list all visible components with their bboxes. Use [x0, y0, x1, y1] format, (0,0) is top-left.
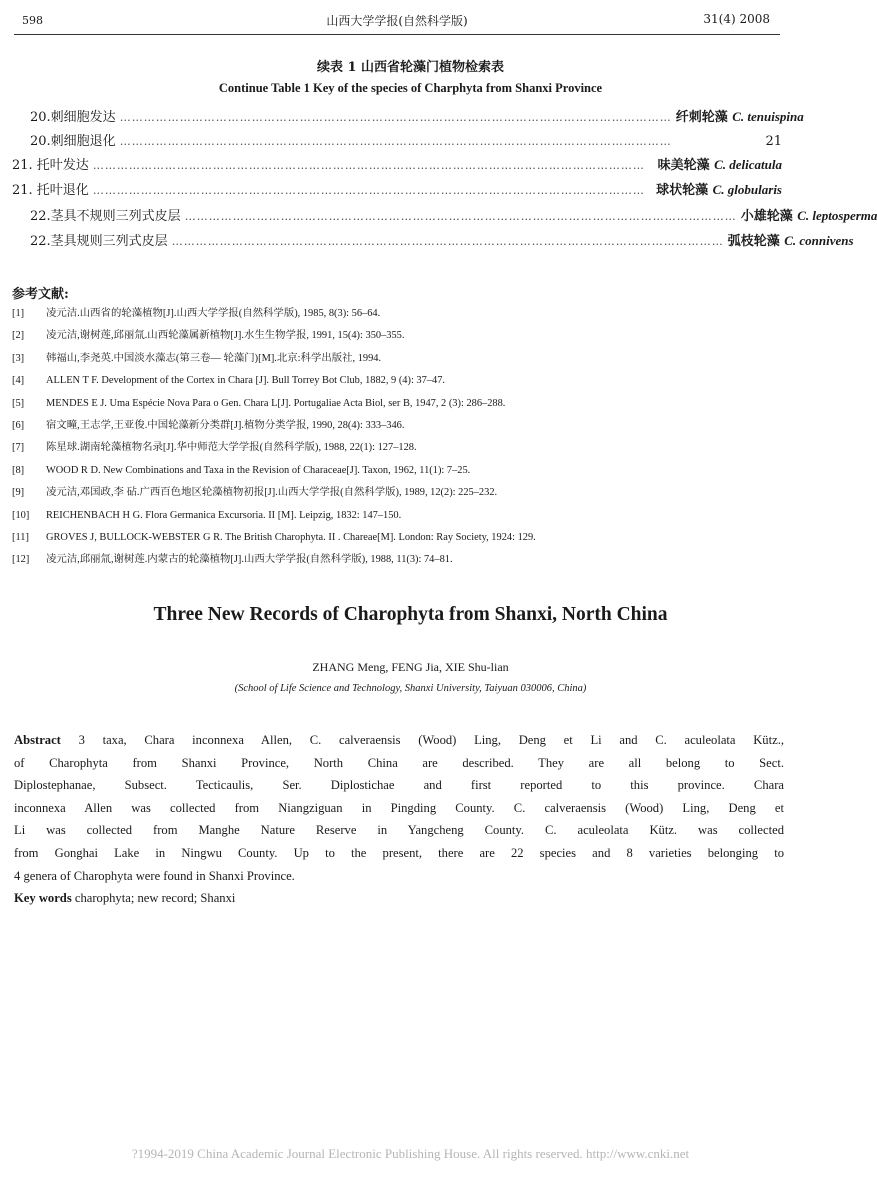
leader-dots: ………………………………………………………………………………………………………………………… [119, 111, 672, 124]
abstract-line: 4 genera of Charophyta were found in Shanxi Province. [14, 868, 295, 883]
reference-item: [5] MENDES E J. Uma Espécie Nova Para o Gen. Chara L[J]. Portugaliae Acta Biol, ser B, 1947, 2 (3): 286–288. [12, 397, 506, 409]
volume-issue: 31(4) 2008 [703, 12, 770, 26]
leader-dots: ………………………………………………………………………………………………………………………… [92, 184, 645, 197]
leader-dots: ………………………………………………………………………………………………………………………… [171, 235, 724, 248]
abstract-line: Li was collected from Manghe Nature Reserve in Yangcheng County. C. aculeolata Kütz. was collected [14, 823, 784, 838]
key-lead: 21. 托叶退化 [12, 183, 89, 198]
key-result: 纤刺轮藻 C. tenuispina [675, 109, 804, 125]
reference-item: [6] 宿文疃,王志学,王亚俊.中国轮藻新分类群[J].植物分类学报, 1990, 28(4): 333–346. [12, 419, 405, 431]
abstract-line: of Charophyta from Shanxi Province, North China are described. They are all belong to Sect. [14, 755, 784, 770]
references-list [12, 303, 792, 572]
leader-dots: ………………………………………………………………………………………………………………………… [119, 135, 672, 148]
leader-dots: ………………………………………………………………………………………………………………………… [184, 210, 737, 223]
abstract-label: Abstract [14, 733, 61, 747]
page-header [14, 10, 780, 32]
keywords-text: charophyta; new record; Shanxi [74, 891, 236, 906]
keywords-label: Key words [14, 891, 72, 906]
reference-item: [11] GROVES J, BULLOCK-WEBSTER G R. The British Charophyta. II . Chareae[M]. London: Ray Society, 1924: 129. [12, 531, 536, 543]
article-authors: ZHANG Meng, FENG Jia, XIE Shu-lian [312, 660, 509, 674]
abstract-line: from Gonghai Lake in Ningwu County. Up to the present, there are 22 species and 8 varieties belonging to [14, 845, 784, 860]
reference-item: [1] 凌元洁.山西省的轮藻植物[J].山西大学学报(自然科学版), 1985, 8(3): 56–64. [12, 308, 381, 319]
key-result: 味美轮藻 C. delicatula [657, 157, 782, 173]
table-caption-en: Continue Table 1 Key of the species of Charphyta from Shanxi Province [218, 81, 603, 95]
journal-title: 山西大学学报(自然科学版) [326, 14, 468, 28]
page-number: 598 [22, 14, 43, 27]
reference-item: [9] 凌元洁,邓国政,李 砧.广西百色地区轮藻植物初报[J].山西大学学报(自然科学版), 1989, 12(2): 225–232. [12, 487, 498, 499]
key-result: 21 [765, 134, 782, 149]
keywords-line [14, 887, 784, 909]
abstract-line: Diplostephanae, Subsect. Tecticaulis, Ser. Diplostichae and first reported to this province. Chara [14, 778, 784, 793]
header-rule [14, 34, 780, 35]
reference-item: [7] 陈星球.湖南轮藻植物名录[J].华中师范大学学报(自然科学版), 1988, 22(1): 127–128. [12, 442, 417, 454]
table-caption-cn: 续表 1 山西省轮藻门植物检索表 [316, 60, 505, 75]
key-row [30, 106, 804, 126]
abstract-line: Abstract 3 taxa, Chara inconnexa Allen, C. calveraensis (Wood) Ling, Deng et Li and C. aculeolata Kütz., [14, 733, 784, 747]
reference-item: [4] ALLEN T F. Development of the Cortex in Chara [J]. Bull Torrey Bot Club, 1882, 9 (4): 37–47. [12, 375, 446, 387]
key-result: 小雄轮藻 C. leptosperma [740, 208, 877, 224]
key-row [12, 154, 782, 174]
key-lead: 21. 托叶发达 [12, 158, 89, 173]
reference-item: [10] REICHENBACH H G. Flora Germanica Excursoria. II [M]. Leipzig, 1832: 147–150. [12, 509, 402, 521]
article-affiliation: (School of Life Science and Technology, Shanxi University, Taiyuan 030006, China) [234, 683, 587, 694]
reference-item: [3] 韩福山,李尧英.中国淡水藻志(第三卷— 轮藻门)[M].北京:科学出版社, 1994. [12, 352, 382, 364]
key-result: 球状轮藻 C. globularis [656, 182, 782, 198]
key-row [12, 179, 782, 199]
key-row [30, 130, 782, 150]
copyright-footer: ?1994-2019 China Academic Journal Electronic Publishing House. All rights reserved. http://www.cnki.net [131, 1146, 690, 1161]
reference-item: [2] 凌元洁,谢树莲,邱丽氚.山西轮藻属新植物[J].水生生物学报, 1991, 15(4): 350–355. [12, 330, 405, 342]
reference-item: [8] WOOD R D. New Combinations and Taxa in the Revision of Characeae[J]. Taxon, 1962, 11(1): 7–25. [12, 464, 471, 476]
leader-dots: ………………………………………………………………………………………………………………………… [92, 159, 645, 172]
key-result: 弧枝轮藻 C. connivens [727, 233, 854, 249]
abstract-line: inconnexa Allen was collected from Niangziguan in Pingding County. C. calveraensis (Wood) Ling, Deng et [14, 800, 784, 815]
abstract-block [14, 729, 784, 909]
key-lead: 20.刺细胞发达 [30, 110, 116, 125]
key-lead: 20.刺细胞退化 [30, 134, 116, 149]
key-lead: 22.茎具不规则三列式皮层 [30, 209, 181, 224]
key-row [30, 205, 877, 225]
reference-item: [12] 凌元洁,邱丽氚,谢树莲.内蒙古的轮藻植物[J].山西大学学报(自然科学版), 1988, 11(3): 74–81. [12, 554, 453, 566]
references-heading: 参考文献: [12, 287, 69, 302]
key-row [30, 230, 854, 250]
key-lead: 22.茎具规则三列式皮层 [30, 234, 168, 249]
article-title: Three New Records of Charophyta from Shanxi, North China [153, 604, 668, 625]
